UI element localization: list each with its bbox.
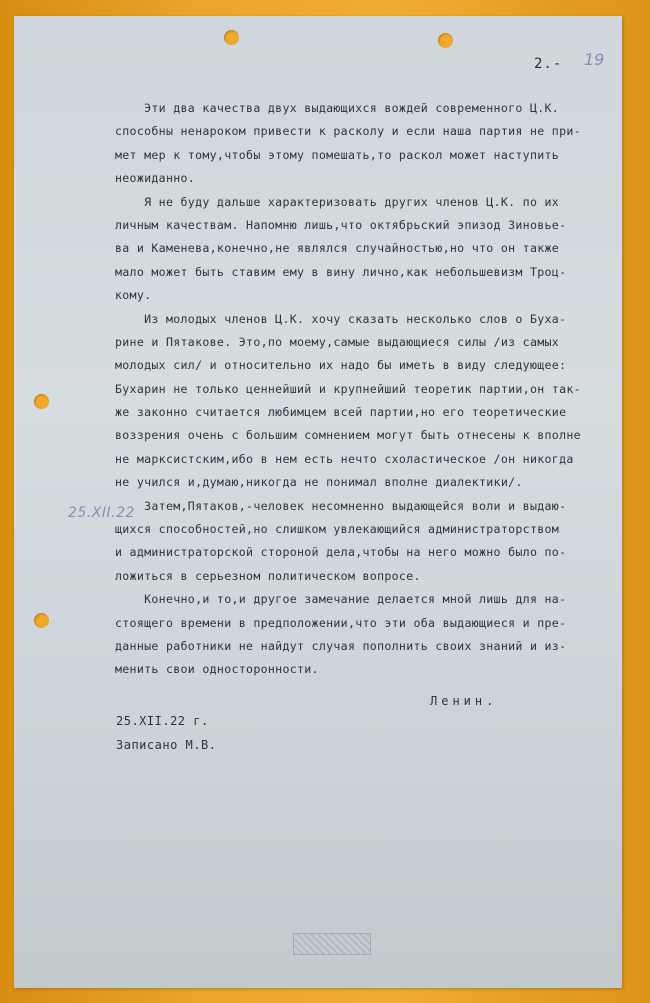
text-line: менить свои односторонности. bbox=[115, 662, 319, 677]
recorded-by: Записано М.В. bbox=[116, 738, 217, 752]
text-line: данные работники не найдут случая пополнить своих знаний и из- bbox=[115, 638, 567, 653]
text-line: Я не буду дальше характеризовать других членов Ц.К. по их bbox=[115, 194, 560, 209]
text-line: не марксистским,ибо в нем есть нечто схоластическое /он никогда bbox=[115, 451, 574, 466]
punch-hole-top-left bbox=[224, 30, 239, 45]
text-line: рине и Пятакове. Это,по моему,самые выдающиеся силы /из самых bbox=[115, 334, 560, 349]
text-line: не учился и,думаю,никогда не понимал вполне диалектики/. bbox=[115, 475, 523, 490]
text-line: щихся способностей,но слишком увлекающийся администраторством bbox=[115, 522, 560, 537]
text-line: неожиданно. bbox=[115, 171, 196, 186]
text-line: мало может быть ставим ему в вину лично,как небольшевизм Троц- bbox=[115, 264, 567, 279]
punch-hole-top-right bbox=[438, 33, 453, 48]
archive-stamp bbox=[293, 933, 371, 955]
text-line: мет мер к тому,чтобы этому помешать,то раскол может наступить bbox=[115, 147, 560, 162]
signature: Ленин. bbox=[430, 694, 498, 708]
text-line: Затем,Пятаков,-человек несомненно выдающейся воли и выдаю- bbox=[115, 498, 567, 513]
text-line: молодых сил/ и относительно их надо бы иметь в виду следующее: bbox=[115, 358, 567, 373]
text-line: ложиться в серьезном политическом вопросе. bbox=[115, 568, 421, 583]
archive-page-number: 19 bbox=[584, 50, 605, 69]
punch-hole-left-lower bbox=[34, 613, 49, 628]
letter-date: 25.XII.22 г. bbox=[116, 714, 209, 728]
text-line: же законно считается любимцем всей партии,но его теоретические bbox=[115, 405, 567, 420]
text-line: Из молодых членов Ц.К. хочу сказать несколько слов о Буха- bbox=[115, 311, 567, 326]
text-line: и администраторской стороной дела,чтобы на него можно было по- bbox=[115, 545, 567, 560]
margin-date-annotation: 25.XII.22 bbox=[68, 505, 135, 521]
text-line: воззрения очень с большим сомнением могут быть отнесены к вполне bbox=[115, 428, 581, 443]
text-line: кому. bbox=[115, 288, 152, 303]
punch-hole-left-upper bbox=[34, 394, 49, 409]
text-line: стоящего времени в предположении,что эти оба выдающиеся и пре- bbox=[115, 615, 567, 630]
text-line: Бухарин не только ценнейший и крупнейший теоретик партии,он так- bbox=[115, 381, 581, 396]
page-number: 2.- bbox=[534, 56, 563, 72]
text-line: личным качествам. Напомню лишь,что октябрьский эпизод Зиновье- bbox=[115, 217, 567, 232]
text-line: способны ненароком привести к расколу и если наша партия не при- bbox=[115, 124, 581, 139]
text-line: ва и Каменева,конечно,не являлся случайностью,но что он также bbox=[115, 241, 560, 256]
letter-body bbox=[115, 97, 615, 682]
text-line: Эти два качества двух выдающихся вождей современного Ц.К. bbox=[115, 101, 560, 115]
text-line: Конечно,и то,и другое замечание делается мной лишь для на- bbox=[115, 592, 567, 607]
